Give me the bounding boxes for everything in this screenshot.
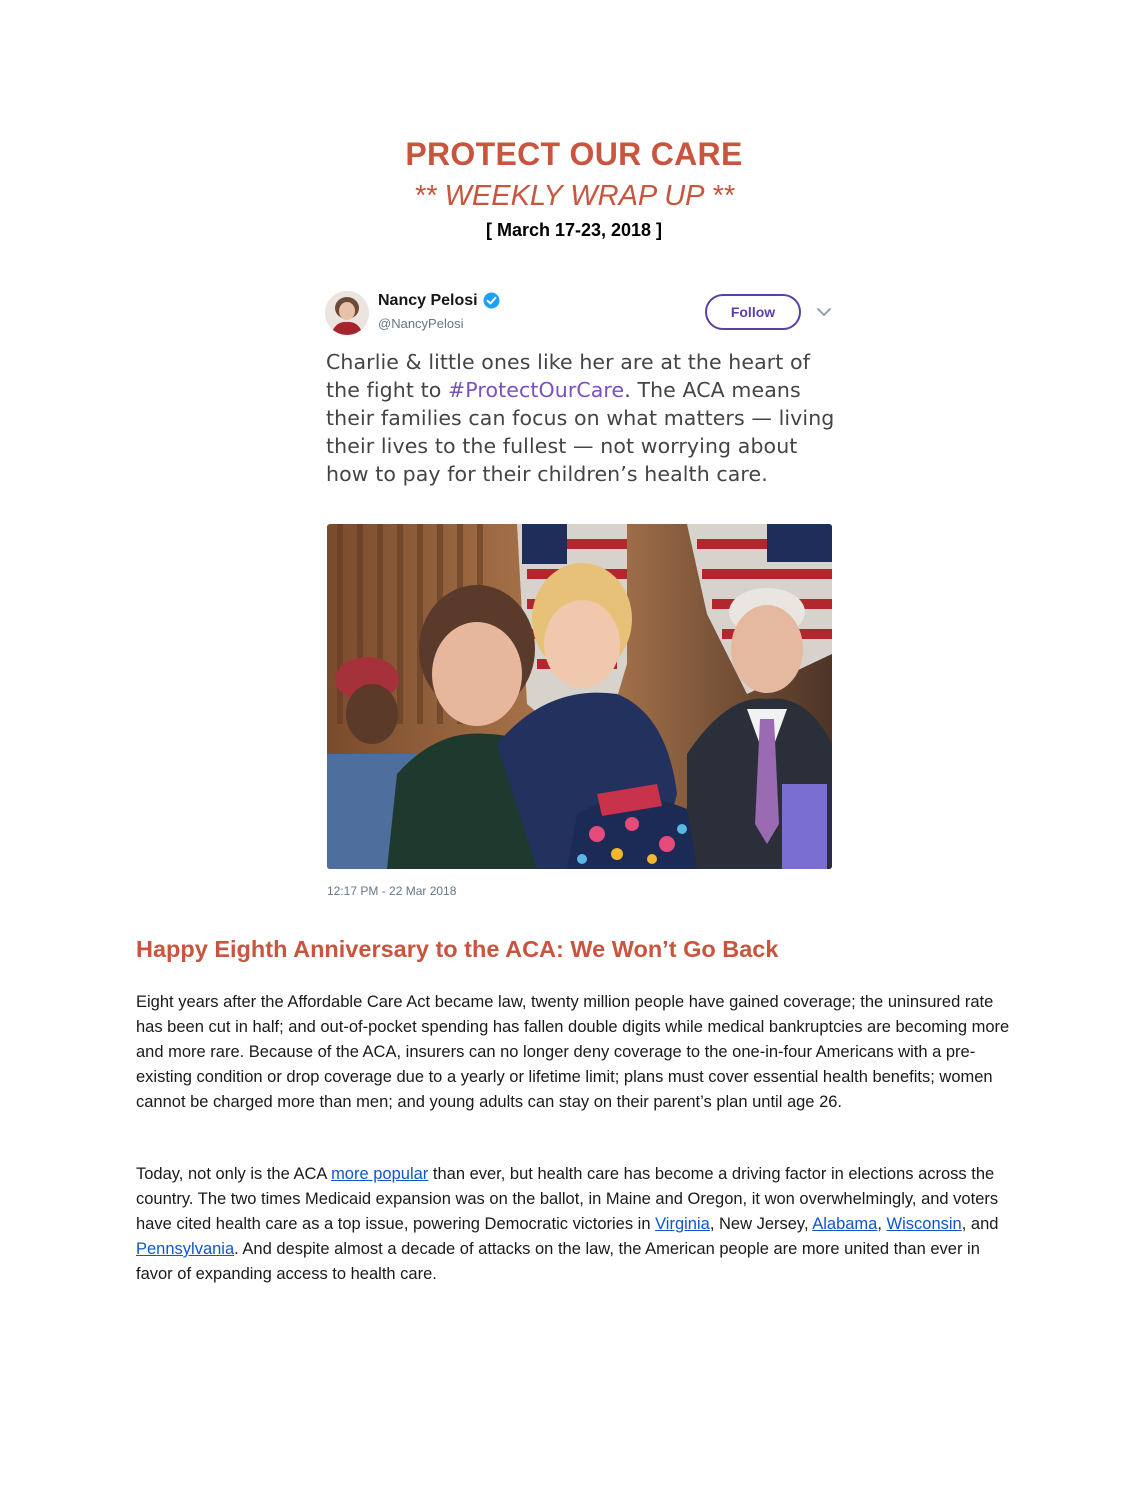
page-subtitle: ** WEEKLY WRAP UP ** xyxy=(413,180,735,212)
chevron-down-icon[interactable] xyxy=(816,305,832,317)
paragraph: Eight years after the Affordable Care Act became law, twenty million people have gained coverage; the uninsured rate has been cut in half; and out-of-pocket spending has fallen double digits while medical bankruptcies are becoming more and more rare. Because of the ACA, insurers can no longer deny coverage to the one-in-four Americans with a pre-existing condition or drop coverage due to a yearly or lifetime limit; plans must cover essential health benefits; women cannot be charged more than men; and young adults can stay on their parent’s plan until age 26. xyxy=(136,993,1010,1111)
link-pennsylvania[interactable]: Pennsylvania xyxy=(136,1240,235,1258)
date-range: [ March 17-23, 2018 ] xyxy=(485,220,663,240)
page-title: PROTECT OUR CARE xyxy=(405,136,743,172)
tweet-text xyxy=(326,348,836,488)
paragraph-text: Today, not only is the ACA xyxy=(136,1165,332,1183)
paragraph-text: , New Jersey, xyxy=(709,1215,813,1233)
section-heading: Happy Eighth Anniversary to the ACA: We Won’t Go Back xyxy=(136,936,779,962)
link-virginia[interactable]: Virginia xyxy=(655,1215,710,1233)
tweet-photo[interactable] xyxy=(327,524,832,869)
link-wisconsin[interactable]: Wisconsin xyxy=(886,1215,962,1233)
verified-badge-icon xyxy=(483,292,500,309)
tweet-handle[interactable]: @NancyPelosi xyxy=(378,316,464,331)
tweet-text-part: . The ACA means their families can focus on what matters — living their lives to the fullest — not worrying about how to pay for their children’s health care. xyxy=(326,378,835,486)
paragraph-text: than ever, but health care has become a driving factor in elections across the country. The two times Medicaid expansion was on the ballot, in Maine and Oregon, it won overwhelmingly, and voters have cited health care as a top issue, powering Democratic victories in xyxy=(136,1165,999,1233)
tweet-author-name[interactable]: Nancy Pelosi xyxy=(378,292,478,309)
hashtag-link[interactable]: #ProtectOurCare xyxy=(448,378,625,402)
avatar[interactable] xyxy=(325,291,369,335)
paragraph xyxy=(136,1162,1016,1287)
paragraph-text: , and xyxy=(961,1215,999,1233)
link-alabama[interactable]: Alabama xyxy=(812,1215,878,1233)
tweet-text-part: Charlie & little ones like her are at the heart of the fight to xyxy=(326,350,811,402)
paragraph-text: . And despite almost a decade of attacks on the law, the American people are more united than ever in favor of expanding access to health care. xyxy=(136,1240,980,1283)
paragraph-text: , xyxy=(877,1215,887,1233)
tweet-timestamp[interactable]: 12:17 PM - 22 Mar 2018 xyxy=(327,884,457,898)
link-more-popular[interactable]: more popular xyxy=(331,1165,429,1183)
follow-button[interactable]: Follow xyxy=(705,294,801,330)
